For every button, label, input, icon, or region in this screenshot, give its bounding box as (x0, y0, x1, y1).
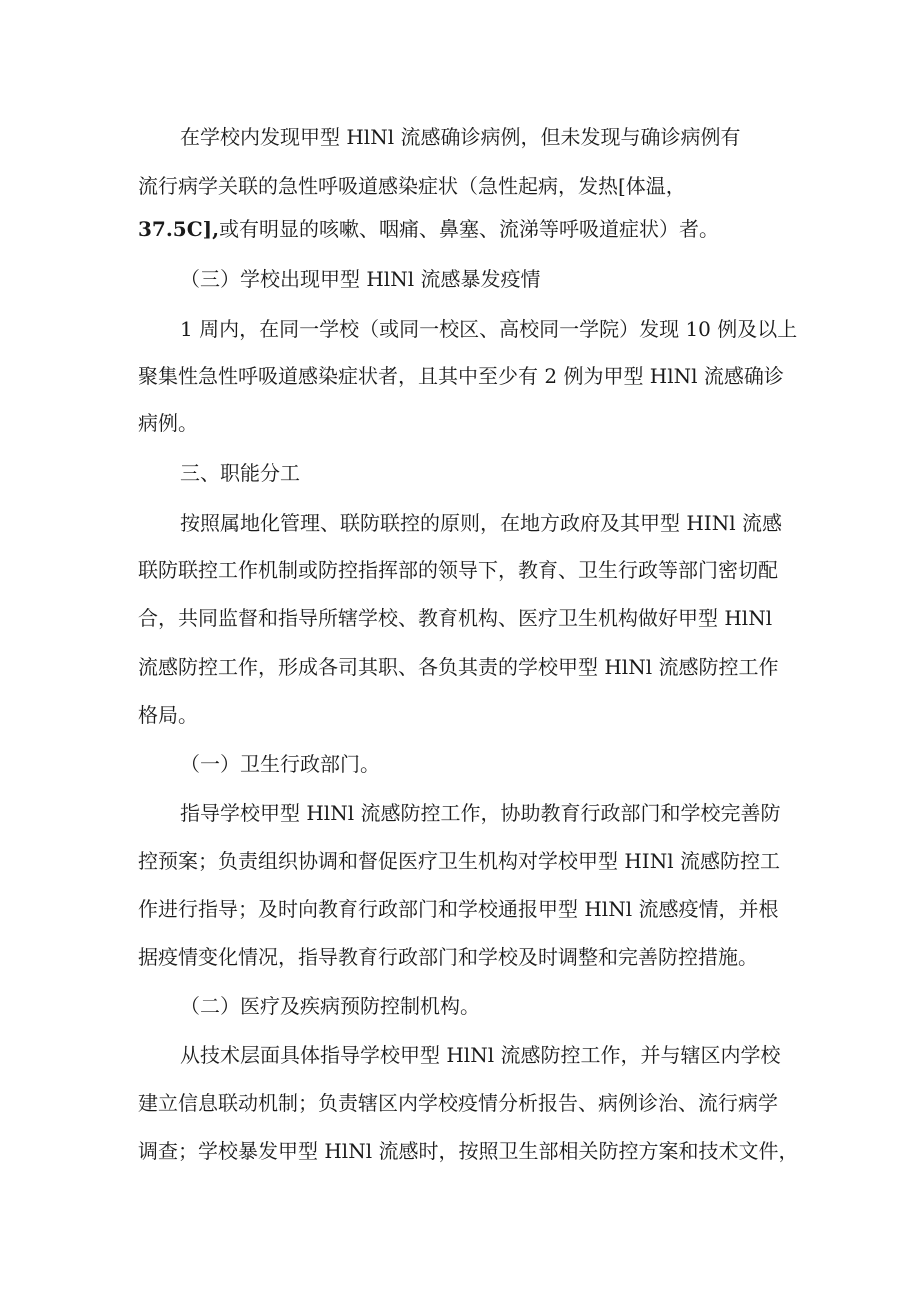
text-line: 流感防控工作，形成各司其职、各负其责的学校甲型 HlNl 流感防控工作 (138, 655, 779, 679)
text-line: 调查；学校暴发甲型 HlNl 流感时，按照卫生部相关防控方案和技术文件， (138, 1139, 799, 1163)
subsection-heading: （三）学校出现甲型 HlNl 流感暴发疫情 (180, 267, 541, 291)
text-line: 联防联控工作机制或防控指挥部的领导下，教育、卫生行政等部门密切配 (138, 558, 778, 582)
subsection-heading: （二）医疗及疾病预防控制机构。 (180, 994, 480, 1018)
text-line: 按照属地化管理、联防联控的原则，在地方政府及其甲型 HINl 流感 (180, 511, 782, 535)
text-line: 作进行指导；及时向教育行政部门和学校通报甲型 HlNl 流感疫情，并根 (138, 897, 779, 921)
text-line: 建立信息联动机制；负责辖区内学校疫情分析报告、病例诊治、流行病学 (138, 1091, 778, 1115)
text-line-mixed (138, 217, 719, 241)
text-line: 病例。 (138, 411, 198, 435)
bold-temperature-value: 37.5C], (138, 217, 220, 241)
text-line: 1 周内，在同一学校（或同一校区、高校同一学院）发现 10 例及以上 (180, 317, 798, 341)
text-line: 流行病学关联的急性呼吸道感染症状（急性起病，发热[体温， (138, 174, 686, 198)
text-line: 聚集性急性呼吸道感染症状者，且其中至少有 2 例为甲型 HlNl 流感确诊 (138, 364, 784, 388)
text-line: 控预案；负责组织协调和督促医疗卫生机构对学校甲型 HINl 流感防控工 (138, 849, 780, 873)
text-span: 或有明显的咳嗽、咽痛、鼻塞、流涕等呼吸道症状）者。 (219, 217, 720, 241)
text-line: 格局。 (138, 703, 198, 727)
text-line: 从技术层面具体指导学校甲型 HlNl 流感防控工作，并与辖区内学校 (180, 1043, 781, 1067)
subsection-heading: （一）卫生行政部门。 (180, 752, 380, 776)
text-line: 在学校内发现甲型 HlNl 流感确诊病例，但未发现与确诊病例有 (180, 125, 741, 149)
text-line: 合，共同监督和指导所辖学校、教育机构、医疗卫生机构做好甲型 HlNl (138, 606, 773, 630)
section-heading: 三、职能分工 (180, 461, 300, 485)
text-line: 指导学校甲型 HlNl 流感防控工作，协助教育行政部门和学校完善防 (180, 801, 781, 825)
text-line: 据疫情变化情况，指导教育行政部门和学校及时调整和完善防控措施。 (138, 945, 758, 969)
